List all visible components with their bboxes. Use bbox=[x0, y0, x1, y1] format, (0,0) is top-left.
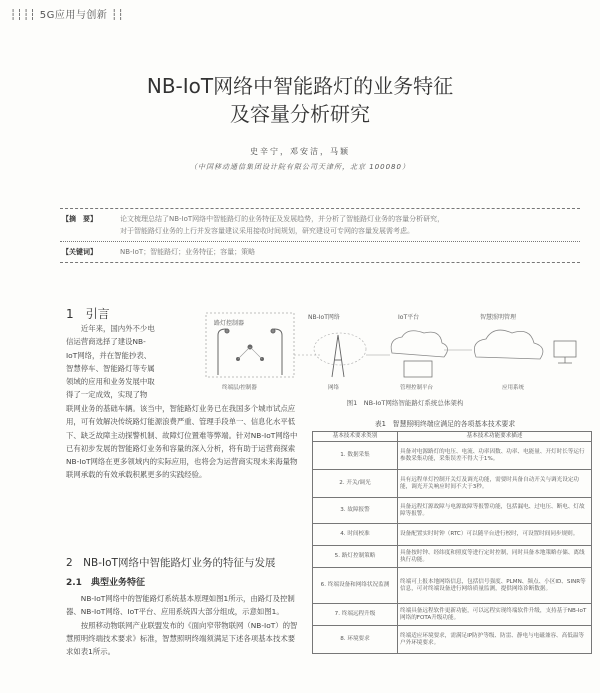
abstract-top-rule bbox=[60, 208, 580, 209]
s2-paragraph: NB-IoT网络中的智能路灯系统基本原理如图1所示，由路灯及控制器、NB-IoT网络、IoT平台、应用系统四大部分组成，示意如图1。 bbox=[66, 594, 295, 617]
table-row bbox=[313, 442, 592, 470]
table-cell-desc: 具备对电源路灯的电压、电流、功率因数、功率、电能量、开灯时长等运行参数采集功能，采集误差不得大于1%。 bbox=[398, 442, 592, 470]
app-cloud-icon bbox=[474, 330, 543, 359]
table-row bbox=[313, 546, 592, 568]
table-cell-category: 2. 开关/调光 bbox=[313, 470, 398, 498]
app-label: 智慧照明管理 bbox=[480, 314, 517, 321]
table-row bbox=[313, 626, 592, 654]
table-cell-desc: 具有远程单灯控制开关灯及调光功能，需要时具备自动开关与调光设定功能，调光开关响应时间不大于3秒。 bbox=[398, 470, 592, 498]
s1-line: 信运营商选择了建设NB- bbox=[66, 337, 146, 347]
s2-paragraph: 按照移动物联网产业联盟发布的《面向窄带物联网（NB-IoT）的智慧照明终端技术要求》标准，智慧照明终端须满足下述各项基本技术要求如表1所示。 bbox=[66, 620, 298, 657]
table1-caption: 表1 智慧照明终端应满足的各项基本技术要求 bbox=[374, 420, 516, 428]
table-header-cell: 基本技术要求类别 bbox=[313, 432, 398, 442]
authors: 史辛宁，邓安洁，马颖 bbox=[250, 147, 350, 156]
table-cell-desc: 具备按时钟、经纬度和照度等进行定时控制，同时具备本地策略存储、离线执行功能。 bbox=[398, 546, 592, 568]
layer-label: 终端层/控制器 bbox=[222, 385, 257, 391]
table-row bbox=[313, 470, 592, 498]
controller-label: 路灯控制器 bbox=[214, 320, 245, 327]
table-cell-category: 6. 终端设备和网络状况监测 bbox=[313, 568, 398, 604]
abstract-mid-rule bbox=[60, 241, 580, 242]
figure1-caption: 图1 NB-IoT网络智能路灯系统总体架构 bbox=[346, 399, 464, 407]
iotplatform-label: IoT平台 bbox=[398, 314, 420, 321]
street-lamp-icon bbox=[271, 329, 282, 375]
header-bars-icon: ┆┆┆┆ bbox=[10, 10, 40, 21]
controller-icon bbox=[236, 345, 264, 362]
paper-title-line1: NB-IoT网络中智能路灯的业务特征 bbox=[146, 74, 454, 98]
requirements-table bbox=[312, 431, 592, 654]
abstract-line2: 对于智能路灯业务的上行并发容量建议采用接收时间规划，研究建设可专网的容量发展需考虑。 bbox=[120, 227, 414, 235]
table-header-row bbox=[313, 432, 592, 442]
section2-1-heading: 2.1 典型业务特征 bbox=[66, 578, 145, 588]
s1-line: 近年来，国内外不少电 bbox=[80, 324, 155, 333]
abstract-label: 【摘 要】 bbox=[62, 215, 97, 223]
street-lamp-icon bbox=[218, 329, 229, 375]
header-bars-icon: ┆┆ bbox=[107, 10, 125, 21]
keywords-text: NB-IoT；智能路灯；业务特征；容量；策略 bbox=[120, 248, 256, 256]
section2-heading: 2 NB-IoT网络中智能路灯业务的特征与发展 bbox=[66, 557, 276, 569]
table-cell-desc: 终端可上报本地网络信息，包括信号强度、PLMN、频点、小区ID、SINR等信息，可对终端设备进行网络质量监测，提供网络诊断数据。 bbox=[398, 568, 592, 604]
figure1-architecture-diagram bbox=[204, 305, 590, 407]
layer-label: 应用系统 bbox=[502, 385, 525, 391]
abstract-bottom-rule bbox=[60, 262, 580, 263]
table-cell-category: 1. 数据采集 bbox=[313, 442, 398, 470]
section1-para-wide: 联网业务的基础车辆。该当中，智能路灯业务已在我国多个城市试点应用，可有效解决传统路灯能源浪费严重、管理手段单一、信息化水平低下、缺乏故障主动探警机制、故障灯位置难等弊端。针对NB-IoT网络中已有初步发展的智能路灯业务和容量的深入分析，将有助于运营商探索NB-IoT网络在更多领域内的实际应用，也将会为运营商实现未来海量物联网承载的有效承载积累更多的实践经验。 bbox=[66, 404, 298, 480]
table-cell-category: 5. 路灯控制策略 bbox=[313, 546, 398, 568]
table-row bbox=[313, 568, 592, 604]
s1-line: 得了一定成效，实现了物 bbox=[66, 390, 148, 400]
table-row bbox=[313, 524, 592, 546]
s1-line: 智慧停车、智能路灯等专属 bbox=[66, 363, 155, 373]
layer-label: 管理控制平台 bbox=[400, 385, 434, 391]
table-cell-category: 7. 终端远程升级 bbox=[313, 604, 398, 626]
table-cell-desc: 终端适应环境要求，需满足IP防护等级、防雷、静电与电磁兼容、高低温等户外环境要求。 bbox=[398, 626, 592, 654]
section1-para-narrow bbox=[66, 322, 204, 402]
computer-icon bbox=[554, 341, 576, 363]
s1-line: 领域的应用和业务发展中取 bbox=[66, 377, 155, 387]
abstract-line1: 论文梳理总结了NB-IoT网络中智能路灯的业务特征及发展趋势，并分析了智能路灯业务的容量分析研究， bbox=[120, 215, 445, 223]
table-cell-desc: 具备远程灯源故障与电源故障等报警功能，包括漏电、过电压、断电、灯故障等报警。 bbox=[398, 498, 592, 524]
table-cell-category: 3. 故障报警 bbox=[313, 498, 398, 524]
nbiot-label: NB-IoT网络 bbox=[308, 314, 340, 321]
section2-para1 bbox=[66, 592, 298, 658]
nbiot-tower-icon bbox=[332, 335, 344, 377]
paper-title-line2: 及容量分析研究 bbox=[230, 102, 370, 126]
server-icon bbox=[404, 361, 432, 377]
table-cell-desc: 设备配置实时时钟（RTC）可以随平台进行校时，可设置时间同步规则。 bbox=[398, 524, 592, 546]
affiliation: （中国移动通信集团设计院有限公司天津所，北京 100080） bbox=[190, 163, 410, 171]
layer-label: 网络 bbox=[328, 385, 340, 391]
table-row bbox=[313, 604, 592, 626]
section-header-tag: ┆┆┆┆ 5G应用与创新 ┆┆ bbox=[10, 10, 125, 21]
table-header-cell: 基本技术功能要求描述 bbox=[398, 432, 592, 442]
keywords-label: 【关键词】 bbox=[62, 248, 97, 256]
table-row bbox=[313, 498, 592, 524]
s1-line: IoT网络，并在智能抄表、 bbox=[66, 350, 152, 360]
section1-heading: 1 引言 bbox=[66, 307, 110, 321]
table-cell-desc: 终端具备远程软件更新功能，可以远程实现终端软件升级，支持基于NB-IoT网络的FOTA升级功能。 bbox=[398, 604, 592, 626]
table-cell-category: 8. 环境要求 bbox=[313, 626, 398, 654]
iot-platform-cloud-icon bbox=[391, 331, 447, 357]
table-cell-category: 4. 时间校准 bbox=[313, 524, 398, 546]
